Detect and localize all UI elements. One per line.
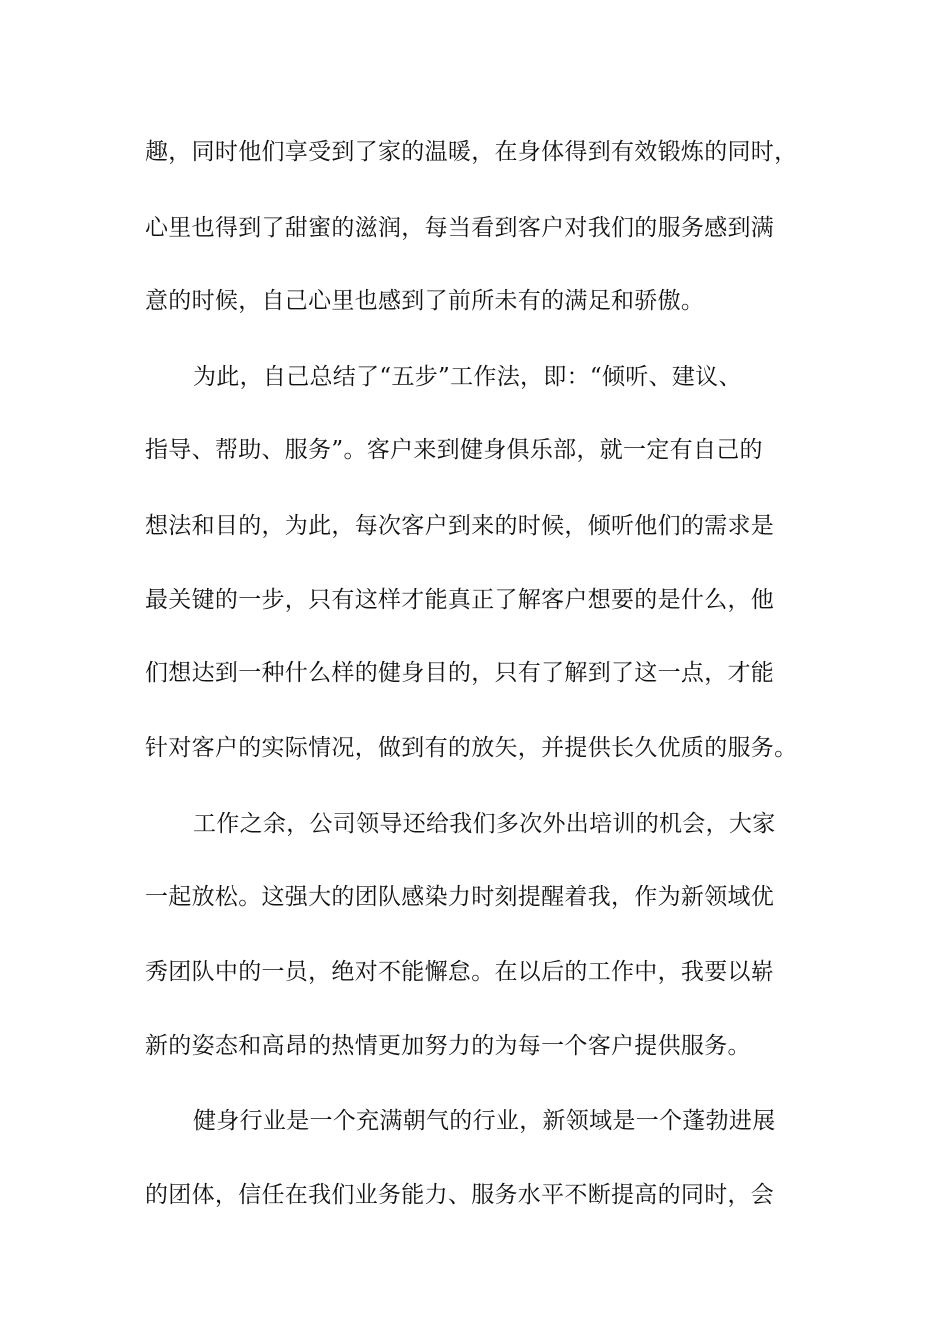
- text-line: 心里也得到了甜蜜的滋润，每当看到客户对我们的服务感到满: [145, 215, 775, 241]
- paragraph-start-line: 健身行业是一个充满朝气的行业，新领域是一个蓬勃进展: [193, 1108, 776, 1134]
- text-line: 们想达到一种什么样的健身目的，只有了解到了这一点，才能: [145, 660, 775, 686]
- text-line: 意的时候，自己心里也感到了前所未有的满足和骄傲。: [145, 288, 705, 314]
- text-line: 新的姿态和高昂的热情更加努力的为每一个客户提供服务。: [145, 1033, 751, 1059]
- paragraph-start-line: 为此，自己总结了“五步”工作法，即：“倾听、建议、: [193, 364, 742, 390]
- text-line: 趣，同时他们享受到了家的温暖，在身体得到有效锻炼的同时，: [145, 139, 798, 165]
- text-line: 最关键的一步，只有这样才能真正了解客户想要的是什么，他: [145, 587, 775, 613]
- text-line: 指导、帮助、服务”。客户来到健身俱乐部，就一定有自己的: [145, 437, 763, 463]
- text-line: 一起放松。这强大的团队感染力时刻提醒着我，作为新领域优: [145, 884, 775, 910]
- text-line: 的团体，信任在我们业务能力、服务水平不断提高的同时，会: [145, 1182, 775, 1208]
- text-line: 想法和目的，为此，每次客户到来的时候，倾听他们的需求是: [145, 513, 775, 539]
- text-line: 秀团队中的一员，绝对不能懈怠。在以后的工作中，我要以崭: [145, 959, 775, 985]
- paragraph-start-line: 工作之余，公司领导还给我们多次外出培训的机会，大家: [193, 811, 776, 837]
- text-line: 针对客户的实际情况，做到有的放矢，并提供长久优质的服务。: [145, 735, 798, 761]
